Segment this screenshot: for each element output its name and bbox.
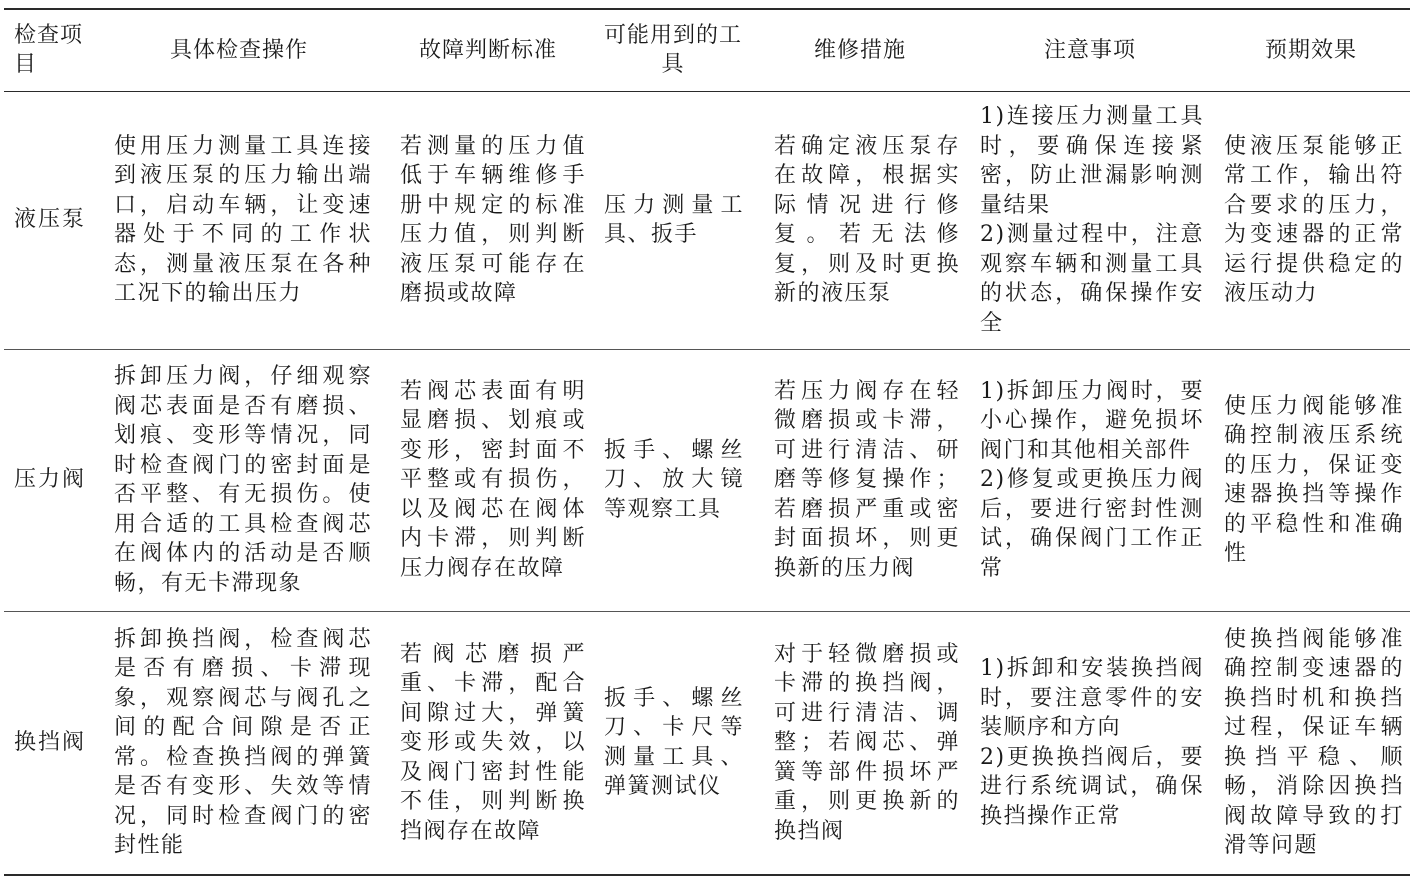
note-line: 1)连接压力测量工具时，要确保连接紧密，防止泄漏影响测量结果 (980, 104, 1204, 218)
cell-effect: 使换挡阀能够准确控制变速器的换挡时机和换挡过程，保证车辆换挡平稳、顺畅，消除因换挡阀故障导致的打滑等问题 (1224, 626, 1404, 859)
cell-criteria: 若阀芯磨损严重、卡滞，配合间隙过大，弹簧变形或失效，以及阀门密封性能不佳，则判断换挡阀存在故障 (400, 641, 586, 844)
table-body (4, 91, 1410, 875)
header-repair: 维修措施 (752, 9, 968, 91)
header-notes: 注意事项 (968, 9, 1212, 91)
header-effect: 预期效果 (1212, 9, 1410, 91)
cell-criteria: 若阀芯表面有明显磨损、划痕或变形，密封面不平整或有损伤，以及阀芯在阀体内卡滞，则判断压力阀存在故障 (382, 349, 594, 611)
cell-notes (968, 611, 1212, 875)
note-line: 2)更换换挡阀后，要进行系统调试，确保换挡操作正常 (980, 744, 1204, 829)
note-line: 2)修复或更换压力阀后，要进行密封性测试，确保阀门工作正常 (980, 467, 1204, 581)
table-row (4, 91, 1410, 349)
table-row (4, 611, 1410, 875)
note-line: 1)拆卸压力阀时，要小心操作，避免损坏阀门和其他相关部件 (980, 378, 1204, 463)
cell-operation: 拆卸换挡阀，检查阀芯是否有磨损、卡滞现象，观察阀芯与阀孔之间的配合间隙是否正常。检查换挡阀的弹簧是否有变形、失效等情况，同时检查阀门的密封性能 (114, 626, 372, 859)
table-row (4, 349, 1410, 611)
cell-tools: 扳手、螺丝刀、放大镜等观察工具 (594, 349, 752, 611)
cell-notes (968, 91, 1212, 349)
cell-effect: 使压力阀能够准确控制液压系统的压力，保证变速器换挡等操作的平稳性和准确性 (1212, 349, 1410, 611)
cell-effect: 使液压泵能够正常工作，输出符合要求的压力，为变速器的正常运行提供稳定的液压动力 (1212, 91, 1410, 349)
header-operation: 具体检查操作 (96, 9, 382, 91)
cell-repair: 若压力阀存在轻微磨损或卡滞，可进行清洁、研磨等修复操作；若磨损严重或密封面损坏，则更换新的压力阀 (752, 349, 968, 611)
cell-notes (968, 349, 1212, 611)
cell-repair: 若确定液压泵存在故障，根据实际情况进行修复。若无法修复，则及时更换新的液压泵 (752, 91, 968, 349)
note-line: 1)拆卸和安装换挡阀时，要注意零件的安装顺序和方向 (980, 656, 1204, 741)
cell-tools: 扳手、螺丝刀、卡尺等测量工具、弹簧测试仪 (604, 685, 744, 800)
header-item: 检查项目 (4, 9, 96, 91)
header-row (4, 9, 1410, 91)
cell-repair: 对于轻微磨损或卡滞的换挡阀，可进行清洁、调整；若阀芯、弹簧等部件损坏严重，则更换新的换挡阀 (774, 641, 960, 844)
table-header (4, 9, 1410, 91)
header-tools: 可能用到的工具 (594, 9, 752, 91)
cell-item: 液压泵 (4, 91, 96, 349)
cell-operation: 拆卸压力阀，仔细观察阀芯表面是否有磨损、划痕、变形等情况，同时检查阀门的密封面是否平整、有无损伤。使用合适的工具检查阀芯在阀体内的活动是否顺畅，有无卡滞现象 (96, 349, 382, 611)
note-line: 2)测量过程中，注意观察车辆和测量工具的状态，确保操作安全 (980, 222, 1204, 336)
header-criteria: 故障判断标准 (382, 9, 594, 91)
maintenance-table (4, 8, 1410, 876)
cell-item: 压力阀 (4, 349, 96, 611)
cell-criteria: 若测量的压力值低于车辆维修手册中规定的标准压力值，则判断液压泵可能存在磨损或故障 (382, 91, 594, 349)
cell-operation: 使用压力测量工具连接到液压泵的压力输出端口，启动车辆，让变速器处于不同的工作状态，测量液压泵在各种工况下的输出压力 (96, 91, 382, 349)
cell-tools: 压力测量工具、扳手 (594, 91, 752, 349)
cell-item: 换挡阀 (14, 730, 87, 755)
